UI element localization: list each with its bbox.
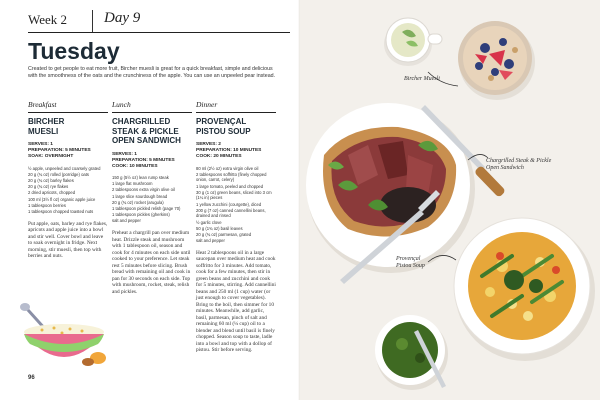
ingredient: 150 g (5½ oz) lean rump steak — [112, 175, 169, 181]
page-title: Tuesday — [28, 38, 120, 64]
extra-time: SOAK: OVERNIGHT — [28, 154, 74, 160]
method-text: Preheat a chargrill pan over medium heat. Drizzle steak and mushroom with 1 tablespoon oil, season and cook for 4 minutes on each side until cooked to your preference. Let steak rest 5 minutes before slicing. Brush bread with remaining oil and cook in pan for 30 seconds on each side. Top with mushroom, rocket, steak, relish and pickles. — [112, 230, 191, 295]
soup-caption: Provençal Pistou Soup — [396, 256, 425, 269]
ingredient: 50 g (1¾ oz) basil leaves — [196, 225, 243, 231]
recipe-name: PROVENÇAL PISTOU SOUP — [196, 117, 251, 136]
muesli-bowl-illustration — [12, 300, 117, 370]
ingredient: 1 large flat mushroom — [112, 181, 153, 187]
prep-time: PREPARATION: 5 MINUTES — [28, 148, 91, 154]
week-label: Week 2 — [28, 12, 68, 27]
ingredient: 20 g (¾ oz) barley flakes — [28, 177, 74, 183]
ingredient: 100 ml (3½ fl oz) organic apple juice — [28, 196, 96, 202]
food-photo — [300, 0, 600, 400]
dinner-column — [196, 100, 276, 354]
header-divider — [92, 10, 93, 32]
extra-time: COOK: 10 MINUTES — [112, 163, 158, 169]
ingredient: 30 g (1 oz) green beans, sliced into 3 cm (1¼ in) pieces — [196, 189, 272, 201]
ingredient: 20 g (¾ oz) rye flakes — [28, 184, 69, 190]
ingredient: 1 tablespoon chopped toasted nuts — [28, 208, 94, 214]
ingredient: 1 tablespoon pickled relish (page 70) — [112, 206, 181, 212]
ingredient: 20 g (¾ oz) rolled (porridge) oats — [28, 171, 89, 177]
extra-time: COOK: 20 MINUTES — [196, 154, 242, 160]
steak-caption: Chargrilled Steak & Pickle Open Sandwich — [486, 158, 552, 171]
recipe-name: BIRCHER MUESLI — [28, 117, 65, 136]
ingredient-list — [112, 175, 192, 224]
method-text: Put apple, oats, barley and rye flakes, apricots and apple juice into a bowl and stir well. Cover bowl and leave to soak overnight in fridge. Next morning, stir muesli, then top with berries and nuts. — [28, 220, 108, 260]
spoon-head — [20, 303, 30, 311]
serves: SERVES: 1 — [112, 151, 137, 157]
ingredient: 1 yellow zucchini (courgette), diced — [196, 201, 262, 207]
recipe-name: CHARGRILLED STEAK & PICKLE OPEN SANDWICH — [112, 117, 181, 145]
prep-time: PREPARATION: 10 MINUTES — [196, 148, 262, 154]
ingredient-list — [28, 166, 108, 215]
ingredient: 1 large tomato, peeled and chopped — [196, 183, 264, 189]
intro-text: Created to get people to eat more fruit, Bircher muesli is great for a quick breakfast, simple and delicious with the smoothness of the oats and the crunchiness of the apple. You can use an unpeeled pear instead. — [28, 66, 276, 80]
recipe-meta — [196, 142, 276, 161]
recipe-meta — [112, 152, 192, 171]
recipe-meta — [28, 142, 108, 161]
meal-heading: Lunch — [112, 100, 192, 113]
ingredient: 20 g (¾ oz) parmesan, grated — [196, 231, 252, 237]
ingredient: 20 g (¾ oz) rocket (arugula) — [112, 199, 164, 205]
serves: SERVES: 2 — [196, 142, 221, 147]
prep-time: PREPARATION: 5 MINUTES — [112, 157, 175, 163]
ingredient: salt and pepper — [196, 238, 225, 244]
ingredient: 2 dried apricots, chopped — [28, 190, 76, 196]
nut-icon — [82, 358, 94, 366]
muesli-caption: Bircher Muesli — [404, 76, 440, 82]
method-text: Heat 2 tablespoons oil in a large saucepan over medium heat and cook soffritto for 3 minutes. Add tomato, cook for a few minutes, then stir in green beans and zucchini and cook for 5 minutes, stirring. Add cannellini beans and 250 ml (1 cup) water (or just enough to cover vegetables). Bring to the boil, then simmer for 10 minutes. Meanwhile, add garlic, basil, parmesan, pinch of salt and remaining 60 ml (¼ cup) oil to a blender and blend until basil is finely chopped. Season soup to taste, ladle into a bowl and top with a dollop of pistou. Stir before serving. — [196, 249, 276, 354]
meal-heading: Dinner — [196, 100, 276, 113]
ingredient: 80 ml (2½ oz) extra virgin olive oil — [196, 165, 259, 171]
meal-heading: Breakfast — [28, 100, 108, 113]
ingredient: 2 tablespoons extra virgin olive oil — [112, 187, 175, 193]
serves: SERVES: 1 — [28, 142, 53, 147]
day-label: Day 9 — [104, 10, 141, 26]
right-page — [300, 0, 600, 400]
header-rule — [28, 32, 290, 33]
ingredient: ½ apple, unpeeled and coarsely grated — [28, 165, 101, 171]
ingredient: 1 tablespoon pickles (gherkins) — [112, 212, 170, 218]
breakfast-column — [28, 100, 108, 260]
ingredient: ½ garlic clove — [196, 219, 222, 225]
ingredient: 1 large slice sourdough bread — [112, 193, 168, 199]
ingredient: 2 tablespoons soffritto (finely chopped onion, carrot, celery) — [196, 171, 267, 183]
page-number: 96 — [28, 375, 35, 381]
ingredient: salt and pepper — [112, 218, 141, 224]
ingredient-list — [196, 166, 276, 244]
lunch-column — [112, 100, 192, 295]
ingredient: 1 tablespoon berries — [28, 202, 66, 208]
ingredient: 200 g (7 oz) canned cannellini beans, drained and rinsed — [196, 207, 266, 219]
